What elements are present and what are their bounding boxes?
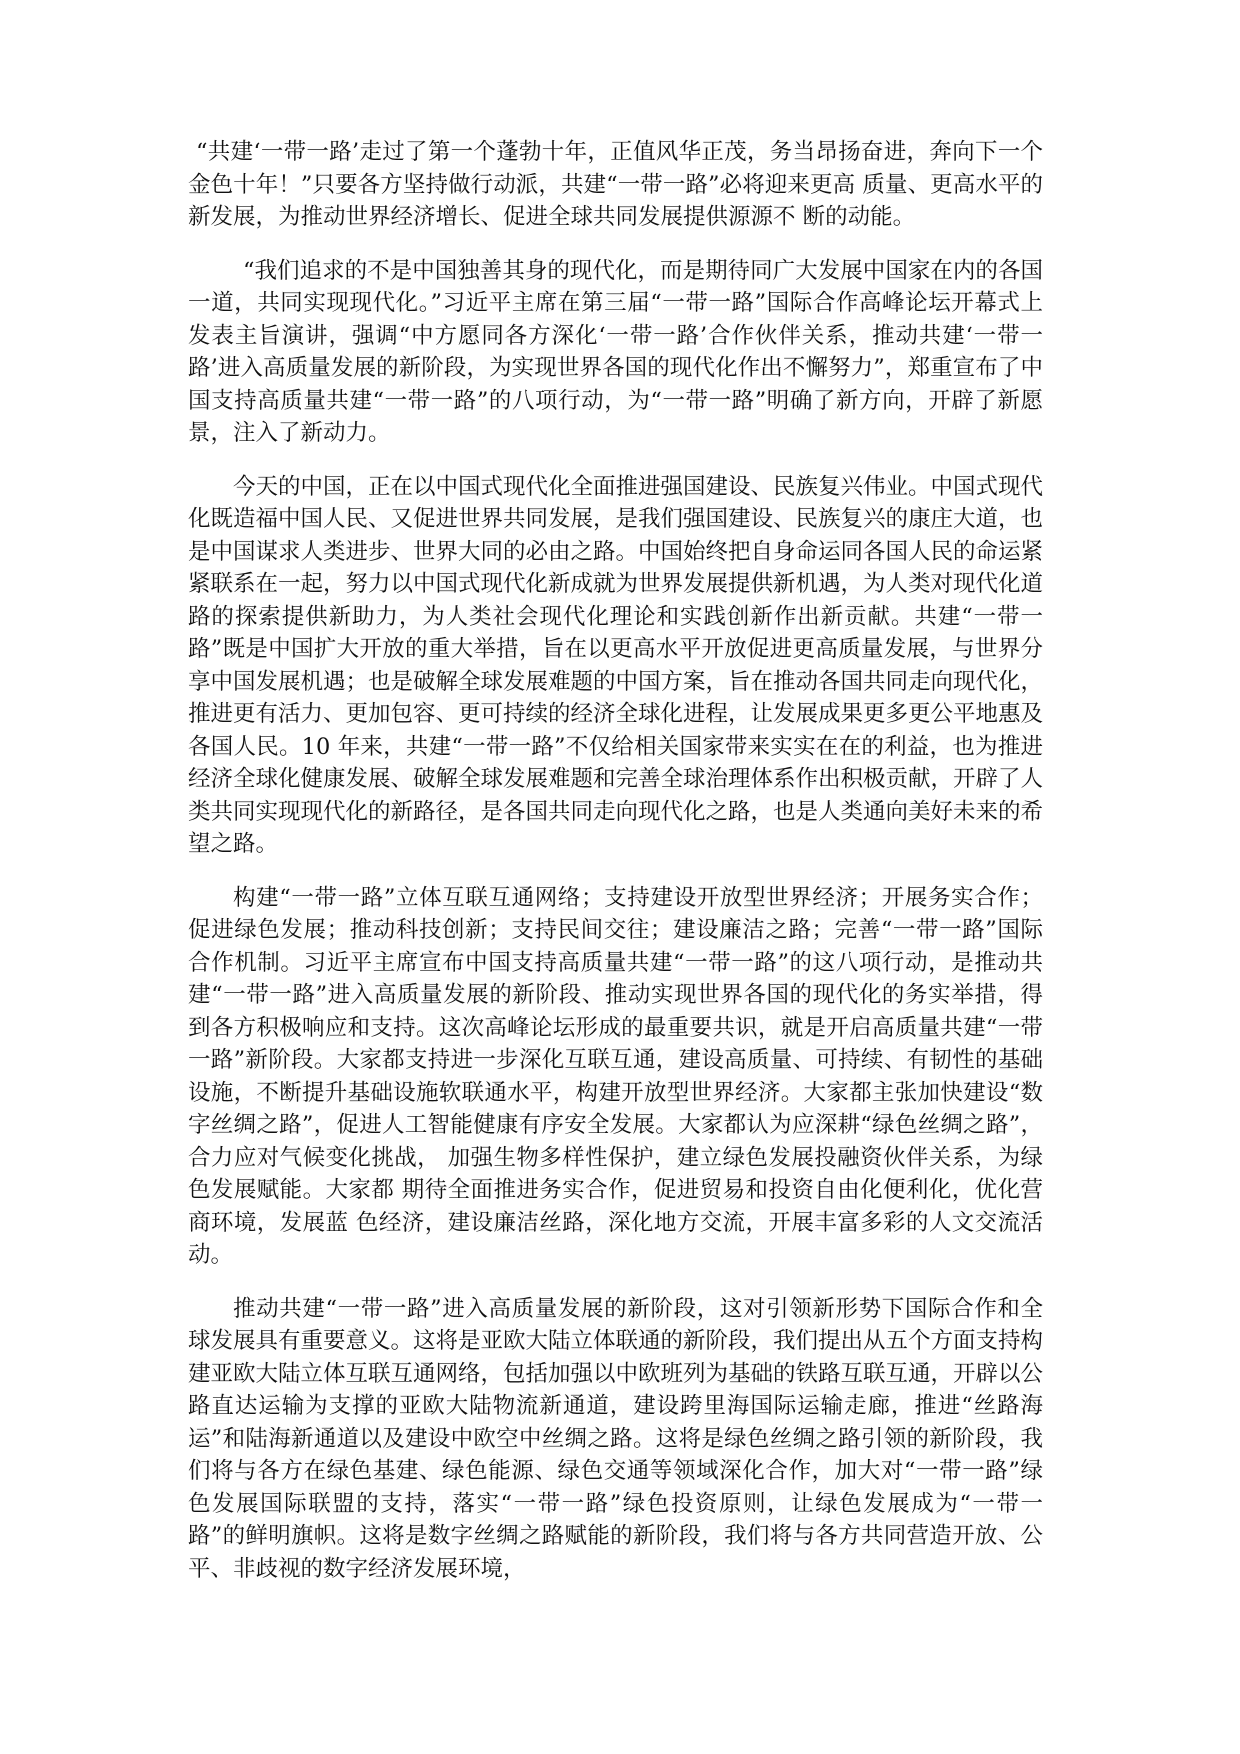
paragraph-2: “我们追求的不是中国独善其身的现代化，而是期待同广大发展中国家在内的各国一道，共同实现现代化。”习近平主席在第三届“一带一路”国际合作高峰论坛开幕式上发表主旨演讲，强调“中方愿同各方深化‘一带一路’合作伙伴关系，推动共建‘一带一路’进入高质量发展的新阶段，为实现世界各国的现代化作出不懈努力”，郑重宣布了中国支持高质量共建“一带一路”的八项行动，为“一带一路”明确了新方向，开辟了新愿景，注入了新动力。 [188,257,1043,446]
paragraph-3: 今天的中国，正在以中国式现代化全面推进强国建设、民族复兴伟业。中国式现代化既造福中国人民、又促进世界共同发展，是我们强国建设、民族复兴的康庄大道，也是中国谋求人类进步、世界大同的必由之路。中国始终把自身命运同各国人民的命运紧紧联系在一起，努力以中国式现代化新成就为世界发展提供新机遇，为人类对现代化道路的探索提供新助力，为人类社会现代化理论和实践创新作出新贡献。共建“一带一路”既是中国扩大开放的重大举措，旨在以更高水平开放促进更高质量发展，与世界分享中国发展机遇；也是破解全球发展难题的中国方案，旨在推动各国共同走向现代化，推进更有活力、更加包容、更可持续的经济全球化进程，让发展成果更多更公平地惠及各国人民。10 年来，共建“一带一路”不仅给相关国家带来实实在在的利益，也为推进经济全球化健康发展、破解全球发展难题和完善全球治理体系作出积极贡献，开辟了人类共同实现现代化的新路径，是各国共同走向现代化之路，也是人类通向美好未来的希望之路。 [188,473,1044,857]
document-page [188,136,1043,1606]
paragraph-4: 构建“一带一路”立体互联互通网络；支持建设开放型世界经济；开展务实合作；促进绿色发展；推动科技创新；支持民间交往；建设廉洁之路；完善“一带一路”国际合作机制。习近平主席宣布中国支持高质量共建“一带一路”的这八项行动，是推动共建“一带一路”进入高质量发展的新阶段、推动实现世界各国的现代化的务实举措，得到各方积极响应和支持。这次高峰论坛形成的最重要共识，就是开启高质量共建“一带一路”新阶段。大家都支持进一步深化互联互通，建设高质量、可持续、有韧性的基础设施，不断提升基础设施软联通水平，构建开放型世界经济。大家都主张加快建设“数字丝绸之路”，促进人工智能健康有序安全发展。大家都认为应深耕“绿色丝绸之路”，合力应对气候变化挑战， 加强生物多样性保护，建立绿色发展投融资伙伴关系，为绿色发展赋能。大家都 期待全面推进务实合作，促进贸易和投资自由化便利化，优化营商环境，发展蓝 色经济，建设廉洁丝路，深化地方交流，开展丰富多彩的人文交流活动。 [188,884,1043,1268]
paragraph-5: 推动共建“一带一路”进入高质量发展的新阶段，这对引领新形势下国际合作和全球发展具有重要意义。这将是亚欧大陆立体联通的新阶段，我们提出从五个方面支持构建亚欧大陆立体互联互通网络，包括加强以中欧班列为基础的铁路互联互通，开辟以公路直达运输为支撑的亚欧大陆物流新通道，建设跨里海国际运输走廊，推进“丝路海运”和陆海新通道以及建设中欧空中丝绸之路。这将是绿色丝绸之路引领的新阶段，我们将与各方在绿色基建、绿色能源、绿色交通等领域深化合作，加大对“一带一路”绿色发展国际联盟的支持，落实“一带一路”绿色投资原则，让绿色发展成为“一带一路”的鲜明旗帜。这将是数字丝绸之路赋能的新阶段，我们将与各方共同营造开放、公平、非歧视的数字经济发展环境， [188,1295,1044,1582]
paragraph-1: “共建‘一带一路’走过了第一个蓬勃十年，正值风华正茂，务当昂扬奋进，奔向下一个金色十年！”只要各方坚持做行动派，共建“一带一路”必将迎来更高 质量、更高水平的新发展，为推动世界经济增长、促进全球共同发展提供源源不 断的动能。 [188,139,1043,230]
